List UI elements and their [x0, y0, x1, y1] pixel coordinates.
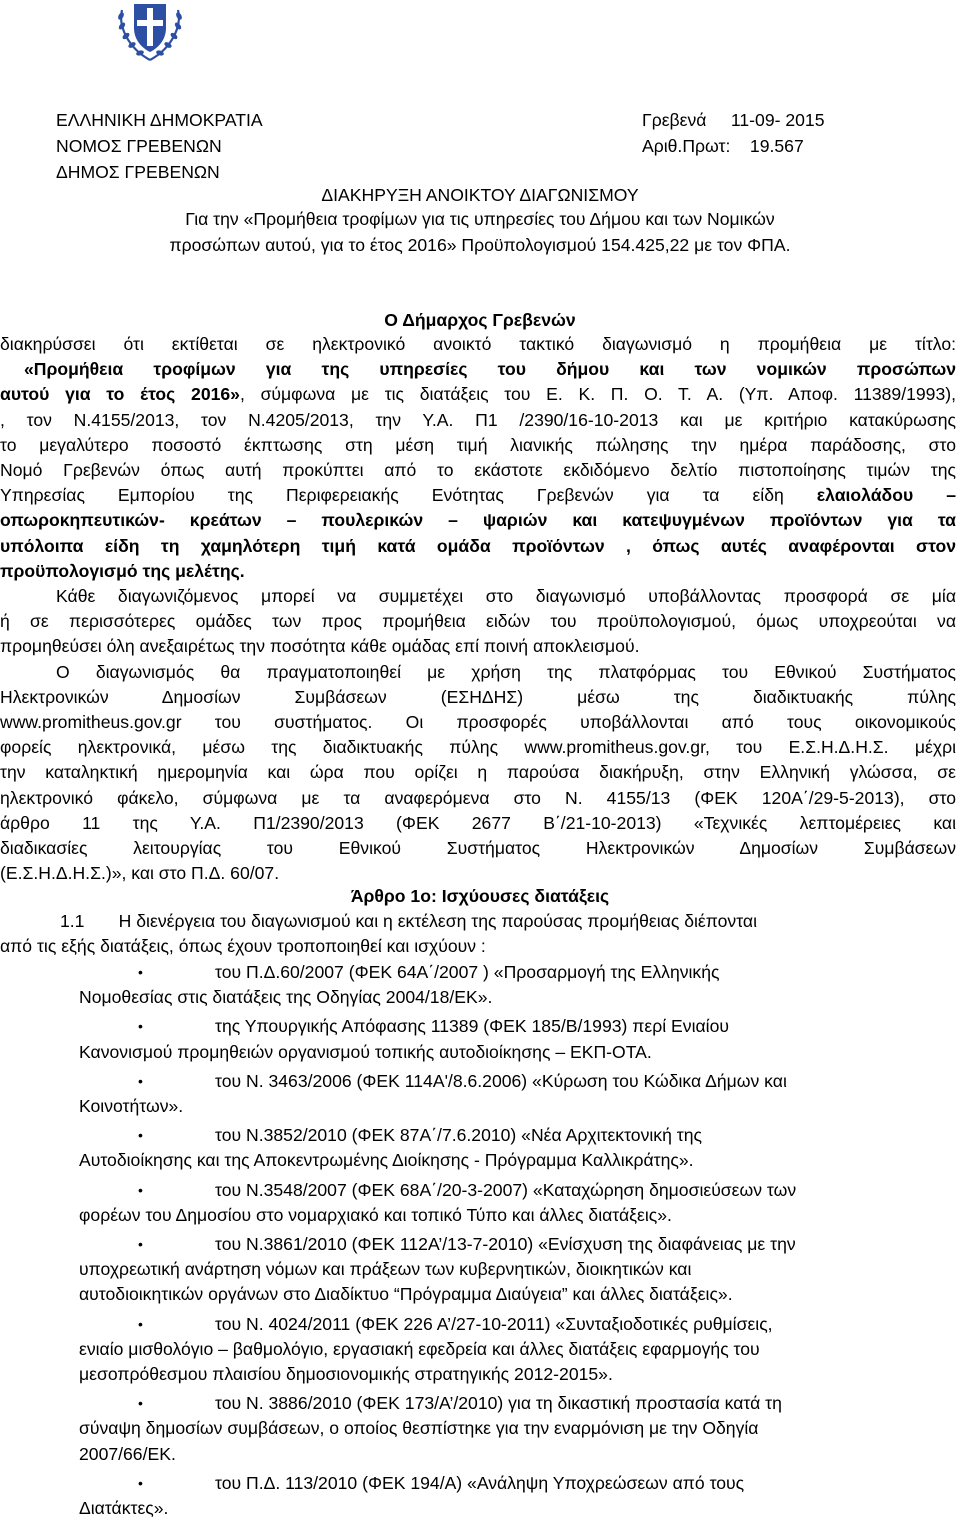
bullet-dot-icon: •	[138, 1315, 143, 1332]
mayor-heading: Ο Δήμαρχος Γρεβενών	[384, 310, 576, 330]
body-line: το μεγαλύτερο ποσοστό έκπτωσης στη μέση τιμή λιανικής πώλησης την ημέρα παράδοσης, στο	[0, 434, 956, 455]
municipality-name: ΔΗΜΟΣ ΓΡΕΒΕΝΩΝ	[56, 162, 220, 182]
bullet-dot-icon: •	[138, 964, 143, 980]
title-subject-line2	[0, 235, 960, 256]
provision-item-continuation: μεσοπρόθεσμου πλαισίου δημοσιονομικής στρατηγικής 2012-2015».	[79, 1364, 613, 1384]
body-line: άρθρο 11 της Υ.Α. Π1/2390/2013 (ΦΕΚ 2677 Β΄/21-10-2013) «Τεχνικές λεπτομέρειες και	[0, 812, 956, 833]
bullet-dot-icon: •	[138, 1072, 143, 1089]
provision-item: της Υπουργικής Απόφασης 11389 (ΦΕΚ 185/Β/1993) περί Ενιαίου	[215, 1016, 729, 1037]
body-line: την καταληκτική ημερομηνία και ώρα που ορίζει η παρούσα διακήρυξη, στην Ελληνική γλώσσα, σε	[0, 762, 956, 783]
body-line: «Προμήθεια τροφίμων για της υπηρεσίες του δήμου και των νομικών προσώπων	[24, 359, 956, 380]
letterhead	[56, 107, 896, 185]
provision-item: του Π.Δ.60/2007 (ΦΕΚ 64Α΄/2007 ) «Προσαρμογή της Ελληνικής	[215, 962, 720, 982]
body-line: υπόλοιπα είδη τη χαμηλότερη τιμή κατά ομάδα προϊόντων , όπως αυτές αναφέρονται στον	[0, 535, 956, 556]
country-name: ΕΛΛΗΝΙΚΗ ΔΗΜΟΚΡΑΤΙΑ	[56, 110, 263, 130]
provision-item: του Ν. 3886/2010 (ΦΕΚ 173/Α’/2010) για τη δικαστική προστασία κατά τη	[215, 1393, 782, 1414]
document-title: ΔΙΑΚΗΡΥΞΗ ΑΝΟΙΚΤΟΥ ΔΙΑΓΩΝΙΣΜΟΥ	[321, 185, 639, 205]
provision-item: του Π.Δ. 113/2010 (ΦΕΚ 194/Α) «Ανάληψη Υποχρεώσεων από τους	[215, 1472, 745, 1493]
body-line: ή σε περισσότερες ομάδες των προς προμήθεια ειδών του προϋπολογισμού, όμως υποχρεούται να	[0, 611, 956, 632]
provision-item-continuation: αυτοδιοικητικών οργάνων στο Διαδίκτυο “Πρόγραμμα Διαύγεια” και άλλες διατάξεις».	[79, 1284, 733, 1305]
bullet-dot-icon: •	[138, 1018, 143, 1035]
body-line: ηλεκτρονικό φάκελο, σύμφωνα με τα αναφερόμενα στο Ν. 4155/13 (ΦΕΚ 120Α΄/29-5-2013), στο	[0, 787, 956, 808]
body-line: Κάθε διαγωνιζόμενος μπορεί να συμμετέχει στο διαγωνισμό υποβάλλοντας προσφορά σε μία	[56, 586, 956, 606]
body-line: Ηλεκτρονικών Δημοσίων Συμβάσεων (ΕΣΗΔΗΣ) μέσω της διαδικτυακής πύλης	[0, 686, 956, 707]
body-line: www.promitheus.gov.gr του συστήματος. Οι προσφορές υποβάλλονται από τους οικονομικούς	[0, 712, 956, 732]
bullet-dot-icon: •	[138, 1236, 143, 1252]
place-date: Γρεβενά 11-09- 2015	[642, 110, 825, 130]
provision-item-continuation: Διατάκτες».	[79, 1498, 169, 1518]
provision-item-continuation: σύναψη δημοσίων συμβάσεων, ο οποίος θεσπίστηκε για την εναρμόνιση με την Οδηγία	[79, 1418, 759, 1439]
provision-item: του Ν.3548/2007 (ΦΕΚ 68Α΄/20-3-2007) «Καταχώρηση δημοσιεύσεων των	[215, 1179, 797, 1200]
provision-item-continuation: ενιαίο μισθολόγιο – βαθμολόγιο, εργασιακή εφεδρεία και άλλες διατάξεις εφαρμογής του	[79, 1338, 760, 1359]
bullet-dot-icon: •	[138, 1474, 143, 1491]
body-line: Υπηρεσίας Εμπορίου της Περιφερειακής Ενότητας Γρεβενών για τα είδη ελαιολάδου –	[0, 485, 956, 506]
body-line: φορείς ηλεκτρονικά, μέσω της διαδικτυακής πύλης www.promitheus.gov.gr, του Ε.Σ.Η.Δ.Η.Σ. μέχρι	[0, 737, 956, 758]
article-intro-line: 1.1 Η διενέργεια του διαγωνισμού και η εκτέλεση της παρούσας προμήθειας διέπονται	[60, 911, 757, 931]
body-line: προϋπολογισμό της μελέτης.	[0, 560, 245, 581]
provision-item: του Ν.3861/2010 (ΦΕΚ 112Α’/13-7-2010) «Ενίσχυση της διαφάνειας με την	[215, 1234, 796, 1254]
body-line: αυτού για το έτος 2016», σύμφωνα με τις διατάξεις του Ε. Κ. Π. Ο. Τ. Α. (Υπ. Αποφ. 11389/1993),	[0, 384, 956, 405]
provision-item: του Ν.3852/2010 (ΦΕΚ 87Α΄/7.6.2010) «Νέα Αρχιτεκτονική της	[215, 1125, 702, 1146]
bullet-dot-icon: •	[138, 1181, 143, 1198]
body-line: διακηρύσσει ότι εκτίθεται σε ηλεκτρονικό ανοικτό τακτικό διαγωνισμό η προμήθεια με τίτλο:	[0, 334, 956, 354]
protocol-number: Αριθ.Πρωτ: 19.567	[642, 136, 804, 156]
body-line: προμηθεύσει όλη ανεξαιρέτως την ποσότητα κάθε ομάδας επί ποινή αποκλεισμού.	[0, 636, 640, 657]
provision-item-continuation: Κοινοτήτων».	[79, 1096, 184, 1116]
provision-item-continuation: Αυτοδιοίκησης και της Αποκεντρωμένης Διοίκησης - Πρόγραμμα Καλλικράτης».	[79, 1150, 694, 1171]
article-heading: Άρθρο 1ο: Ισχύουσες διατάξεις	[350, 886, 610, 906]
provision-item-continuation: 2007/66/ΕΚ.	[79, 1443, 176, 1464]
body-line: διαδικασίες λειτουργίας του Εθνικού Συστήματος Ηλεκτρονικών Δημοσίων Συμβάσεων	[0, 838, 956, 858]
title-subject-text: προσώπων αυτού, για το έτος 2016» Προϋπολογισμού 154.425,22 με τον ΦΠΑ.	[169, 235, 791, 255]
provision-item-continuation: φορέων του Δημοσίου στο νομαρχιακό και τοπικό Τύπο και άλλες διατάξεις».	[79, 1204, 672, 1225]
title-subject-line1: Για την «Προμήθεια τροφίμων για τις υπηρεσίες του Δήμου και των Νομικών	[185, 209, 775, 229]
provision-item: του Ν. 3463/2006 (ΦΕΚ 114Α'/8.6.2006) «Κύρωση του Κώδικα Δήμων και	[215, 1070, 787, 1091]
body-line: Ο διαγωνισμός θα πραγματοποιηθεί με χρήση της πλατφόρμας του Εθνικού Συστήματος	[56, 661, 956, 682]
bullet-dot-icon: •	[138, 1127, 143, 1144]
provision-item-continuation: Κανονισμού προμηθειών οργανισμού τοπικής αυτοδιοίκησης – ΕΚΠ-ΟΤΑ.	[79, 1041, 652, 1062]
provision-item: του Ν. 4024/2011 (ΦΕΚ 226 Α’/27-10-2011) «Συνταξιοδοτικές ρυθμίσεις,	[215, 1313, 773, 1334]
bullet-dot-icon: •	[138, 1395, 143, 1412]
body-line: οπωροκηπευτικών- κρεάτων – πουλερικών – ψαριών και κατεψυγμένων προϊόντων για τα	[0, 510, 956, 531]
body-line: Νομό Γρεβενών όπως αυτή προκύπτει από το εκάστοτε εκδιδόμενο δελτίο πιστοποίησης τιμών της	[0, 460, 956, 480]
prefecture-name: ΝΟΜΟΣ ΓΡΕΒΕΝΩΝ	[56, 136, 222, 156]
body-line: (Ε.Σ.Η.Δ.Η.Σ.)», και στο Π.Δ. 60/07.	[0, 863, 280, 884]
provision-item-continuation: υποχρεωτική ανάρτηση νόμων και πράξεων των κυβερνητικών, διοικητικών και	[79, 1259, 692, 1280]
body-line: , τον Ν.4155/2013, τον Ν.4205/2013, την Υ.Α. Π1 /2390/16-10-2013 και με κριτήριο κατακύρωσης	[0, 409, 956, 430]
provision-item-continuation: Νομοθεσίας στις διατάξεις της Οδηγίας 2004/18/ΕΚ».	[79, 987, 493, 1008]
greek-coat-of-arms-icon	[100, 0, 200, 64]
article-intro-line: από τις εξής διατάξεις, όπως έχουν τροποποιηθεί και ισχύουν :	[0, 936, 486, 956]
